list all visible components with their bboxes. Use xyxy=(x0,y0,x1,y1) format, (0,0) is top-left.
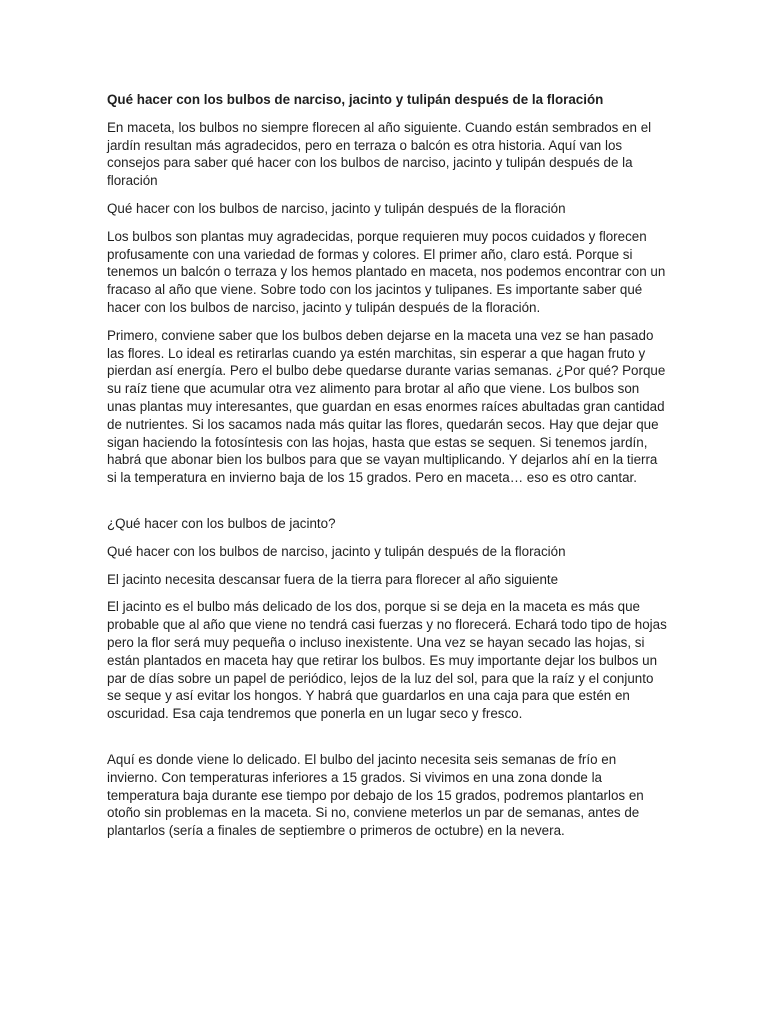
image-caption: El jacinto necesita descansar fuera de la tierra para florecer al año siguiente xyxy=(107,571,559,587)
section-heading: ¿Qué hacer con los bulbos de jacinto? xyxy=(107,515,336,531)
body-paragraph: Primero, conviene saber que los bulbos deben dejarse en la maceta una vez se han pasado las flores. Lo ideal es retirarlas cuando ya estén marchitas, sin esperar a que hagan fruto y pierdan así energía. Pero el bulbo debe quedarse durante varias semanas. ¿Por qué? Porque su raíz tiene que acumular otra vez alimento para brotar al año que viene. Los bulbos son unas plantas muy interesantes, que guardan en esas enormes raíces abultadas gran cantidad de nutrientes. Si los sacamos nada más quitar las flores, quedarán secos. Hay que dejar que sigan haciendo la fotosíntesis con las hojas, hasta que estas se sequen. Si tenemos jardín, habrá que abonar bien los bulbos para que se vayan multiplicando. Y dejarlos ahí en la tierra si la temperatura en invierno baja de los 15 grados. Pero en maceta… eso es otro cantar. xyxy=(107,327,666,486)
image-caption: Qué hacer con los bulbos de narciso, jacinto y tulipán después de la floración xyxy=(107,543,566,559)
intro-paragraph: En maceta, los bulbos no siempre florecen al año siguiente. Cuando están sembrados en el jardín resultan más agradecidos, pero en terraza o balcón es otra historia. Aquí van los consejos para saber qué hacer con los bulbos de narciso, jacinto y tulipán después de la floración xyxy=(107,119,652,189)
document-title: Qué hacer con los bulbos de narciso, jacinto y tulipán después de la floración xyxy=(107,92,604,107)
body-paragraph: Aquí es donde viene lo delicado. El bulbo del jacinto necesita seis semanas de frío en invierno. Con temperaturas inferiores a 15 grados. Si vivimos en una zona donde la temperatura baja durante ese tiempo por debajo de los 15 grados, podremos plantarlos en otoño sin problemas en la maceta. Si no, conviene meterlos un par de semanas, antes de plantarlos (sería a finales de septiembre o primeros de octubre) en la nevera. xyxy=(107,751,644,839)
image-caption: Qué hacer con los bulbos de narciso, jacinto y tulipán después de la floración xyxy=(107,200,566,216)
body-paragraph: Los bulbos son plantas muy agradecidas, porque requieren muy pocos cuidados y florecen profusamente con una variedad de formas y colores. El primer año, claro está. Porque si tenemos un balcón o terraza y los hemos plantado en maceta, nos podemos encontrar con un fracaso al año que viene. Sobre todo con los jacintos y tulipanes. Es importante saber qué hacer con los bulbos de narciso, jacinto y tulipán después de la floración. xyxy=(107,228,666,315)
body-paragraph: El jacinto es el bulbo más delicado de los dos, porque si se deja en la maceta es más que probable que al año que viene no tendrá casi fuerzas y no florecerá. Echará todo tipo de hojas pero la flor será muy pequeña o incluso inexistente. Una vez se hayan secado las hojas, si están plantados en maceta hay que retirar los bulbos. Es muy importante dejar los bulbos un par de días sobre un papel de periódico, lejos de la luz del sol, para que la raíz y el conjunto se seque y así evitar los hongos. Y habrá que guardarlos en una caja para que estén en oscuridad. Esa caja tendremos que ponerla en un lugar seco y fresco. xyxy=(107,599,667,722)
document-page xyxy=(107,91,667,850)
